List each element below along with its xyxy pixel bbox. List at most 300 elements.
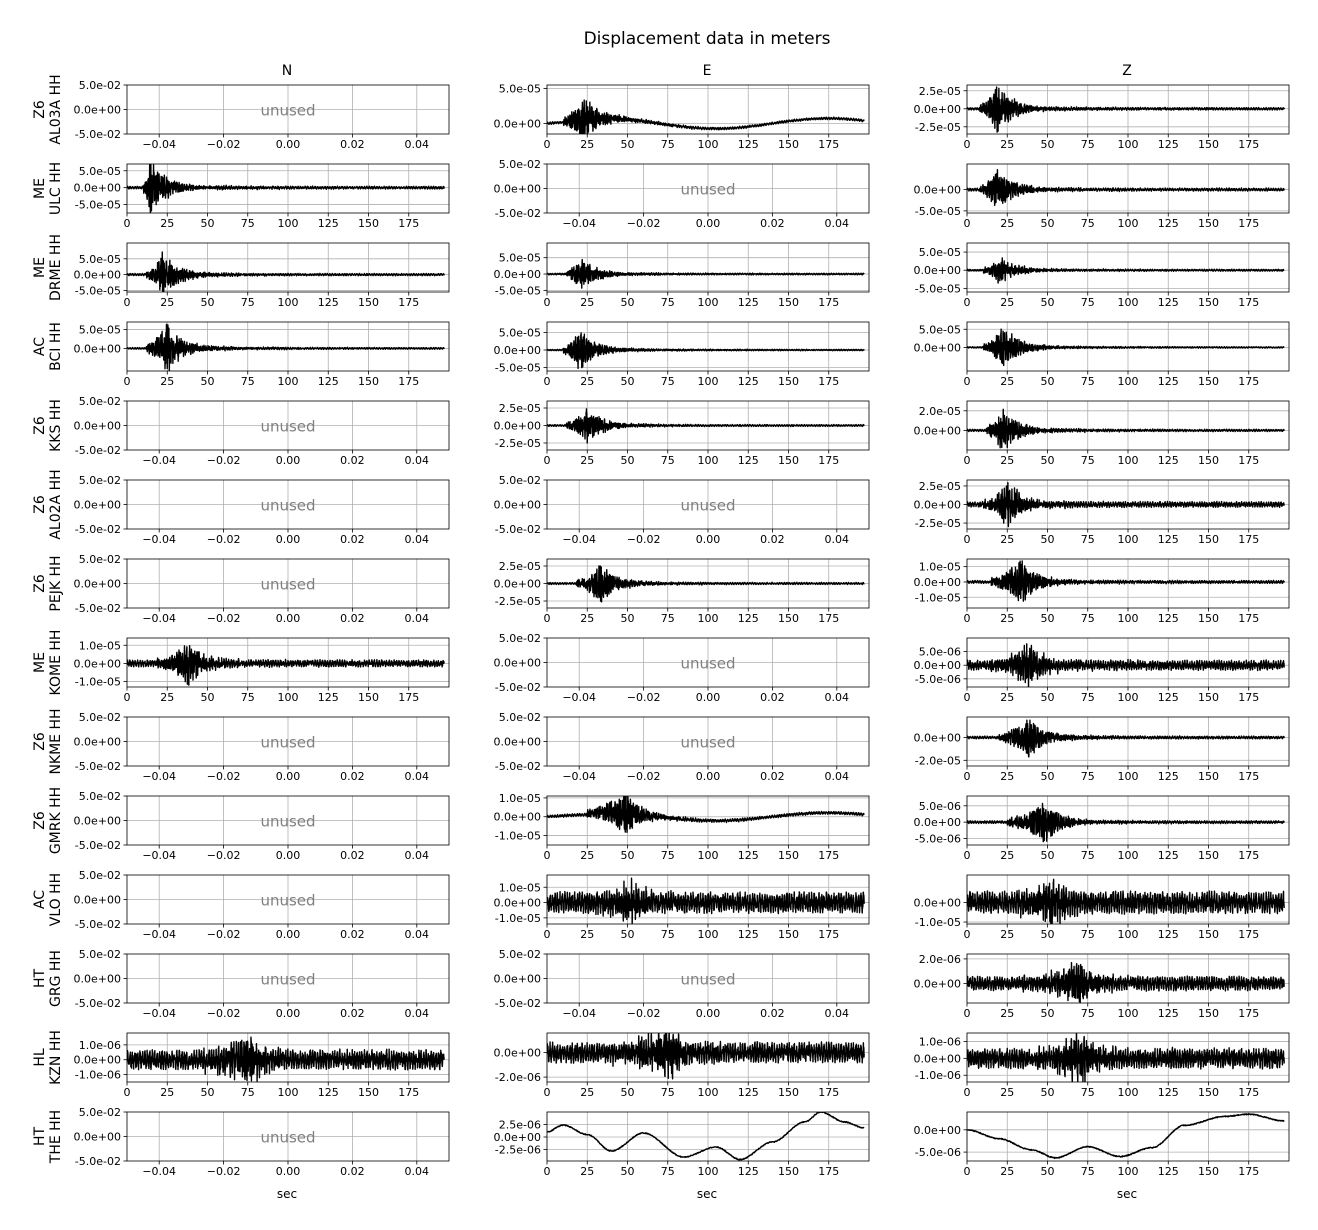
x-tick-label: 125 (1157, 296, 1179, 309)
x-tick-label: 0.04 (404, 138, 430, 151)
x-tick-label: 125 (1157, 138, 1179, 151)
x-tick-label: 125 (737, 138, 759, 151)
x-tick-label: −0.02 (626, 217, 661, 230)
station-network-label: Z6 (32, 732, 48, 751)
waveform-trace (967, 1114, 1284, 1159)
x-tick-label: 125 (1157, 849, 1179, 862)
y-tick-label: 0.0e+00 (73, 657, 121, 671)
x-tick-label: 125 (1157, 928, 1179, 941)
y-tick-label: 5.0e-05 (498, 326, 541, 340)
x-tick-label: 100 (1117, 1086, 1139, 1099)
y-tick-label: 2.0e-06 (918, 952, 961, 966)
y-tick-label: 0.0e+00 (493, 656, 541, 670)
y-tick-label: -2.5e-05 (914, 120, 961, 134)
trace-panel (914, 875, 1289, 941)
x-tick-label: 50 (620, 1086, 635, 1099)
x-tick-label: 0.04 (824, 691, 850, 704)
station-network-label: ME (32, 178, 48, 199)
y-tick-label: -5.0e-02 (74, 997, 121, 1010)
y-tick-label: 5.0e-02 (78, 948, 121, 961)
trace-panel (74, 1106, 449, 1178)
y-tick-label: 0.0e+00 (73, 972, 121, 986)
x-tick-label: 25 (1000, 138, 1015, 151)
station-network-label: ME (32, 652, 48, 673)
y-tick-label: 1.0e-05 (498, 791, 541, 805)
x-tick-label: 0.02 (340, 849, 365, 862)
x-tick-label: 0 (963, 138, 971, 151)
x-tick-label: 25 (160, 1086, 175, 1099)
y-tick-label: -5.0e-02 (494, 207, 541, 220)
trace-panel (74, 474, 449, 546)
y-tick-label: -1.0e-05 (914, 916, 961, 930)
x-tick-label: 125 (737, 1165, 759, 1178)
x-tick-label: 25 (1000, 691, 1015, 704)
x-tick-label: 175 (1238, 1165, 1260, 1178)
x-tick-label: 0 (963, 1165, 971, 1178)
x-tick-label: −0.02 (206, 928, 241, 941)
x-tick-label: 150 (778, 1165, 799, 1178)
x-tick-label: −0.04 (142, 612, 177, 625)
x-tick-label: 75 (240, 1086, 255, 1099)
x-tick-label: 150 (778, 849, 799, 862)
y-tick-label: 0.0e+00 (493, 117, 541, 131)
y-tick-label: 0.0e+00 (493, 577, 541, 591)
waveform-trace (967, 87, 1284, 132)
x-tick-label: 25 (580, 375, 595, 388)
x-tick-label: 0 (543, 612, 551, 625)
x-tick-label: 150 (358, 296, 379, 309)
waveform-trace (547, 1028, 864, 1079)
x-tick-label: 150 (1198, 138, 1219, 151)
y-tick-label: 0.0e+00 (493, 1131, 541, 1144)
y-tick-label: 0.0e+00 (73, 181, 121, 195)
x-tick-label: 0 (963, 296, 971, 309)
x-tick-label: 0.04 (824, 217, 850, 230)
x-tick-label: 175 (1238, 375, 1260, 388)
y-tick-label: 0.0e+00 (73, 498, 121, 512)
x-tick-label: 150 (358, 375, 379, 388)
y-tick-label: 1.0e-05 (918, 560, 961, 574)
station-label (32, 555, 64, 611)
x-tick-label: 0.02 (340, 770, 365, 783)
trace-panel (914, 717, 1289, 783)
x-tick-label: 0.04 (824, 533, 850, 546)
x-tick-label: 0 (963, 928, 971, 941)
x-tick-label: 50 (1040, 691, 1055, 704)
y-tick-label: 0.0e+00 (73, 814, 121, 828)
trace-panel (914, 559, 1289, 625)
trace-panel (74, 395, 449, 467)
x-tick-label: 25 (580, 296, 595, 309)
x-tick-label: 100 (697, 454, 719, 467)
x-tick-label: 25 (580, 1086, 595, 1099)
x-tick-label: 175 (1238, 849, 1260, 862)
x-tick-label: 25 (1000, 612, 1015, 625)
y-tick-label: 0.0e+00 (73, 342, 121, 356)
y-tick-label: -5.0e-02 (494, 523, 541, 536)
x-tick-label: 175 (1238, 1007, 1260, 1020)
x-tick-label: 25 (580, 138, 595, 151)
x-tick-label: −0.04 (142, 454, 177, 467)
y-tick-label: -1.0e-06 (74, 1068, 121, 1082)
trace-panel (914, 1031, 1289, 1099)
unused-label: unused (680, 180, 736, 199)
y-tick-label: -1.0e-05 (74, 675, 121, 689)
x-tick-label: 100 (697, 612, 719, 625)
station-code-label: GMRK HH (48, 786, 64, 855)
trace-panel (74, 790, 449, 862)
x-tick-label: 50 (620, 849, 635, 862)
station-code-label: GRG HH (48, 950, 64, 1007)
x-tick-label: 25 (1000, 1086, 1015, 1099)
x-tick-label: 75 (660, 138, 675, 151)
x-tick-label: 0.02 (340, 533, 365, 546)
panel-grid (32, 74, 1289, 1178)
station-network-label: HT (32, 1126, 48, 1147)
y-tick-label: 5.0e-02 (78, 79, 121, 92)
x-tick-label: 25 (160, 375, 175, 388)
x-tick-label: 0 (543, 375, 551, 388)
x-tick-label: 125 (737, 375, 759, 388)
x-tick-label: 50 (1040, 454, 1055, 467)
y-tick-label: -5.0e-05 (914, 204, 961, 218)
station-code-label: VLO HH (48, 872, 64, 927)
x-tick-label: 0.02 (340, 454, 365, 467)
y-tick-label: 5.0e-02 (498, 632, 541, 645)
x-tick-label: 100 (277, 217, 299, 230)
x-tick-label: 0.00 (695, 1007, 721, 1020)
x-tick-label: 175 (1238, 296, 1260, 309)
x-tick-label: 0.02 (760, 533, 785, 546)
unused-label: unused (260, 1128, 316, 1147)
y-tick-label: -5.0e-06 (914, 832, 961, 846)
x-tick-label: −0.04 (142, 1165, 177, 1178)
y-tick-label: -5.0e-05 (494, 361, 541, 375)
x-tick-label: 50 (1040, 1007, 1055, 1020)
y-tick-label: 0.0e+00 (73, 268, 121, 282)
unused-label: unused (260, 417, 316, 436)
x-tick-label: 175 (398, 217, 420, 230)
y-tick-label: 5.0e-02 (78, 869, 121, 882)
x-tick-label: −0.04 (142, 849, 177, 862)
trace-panel (494, 791, 869, 862)
x-tick-label: 100 (697, 849, 719, 862)
x-tick-label: 100 (1117, 691, 1139, 704)
x-tick-label: 75 (240, 296, 255, 309)
x-tick-label: 125 (1157, 1165, 1179, 1178)
unused-label: unused (680, 733, 736, 752)
unused-label: unused (260, 101, 316, 120)
x-tick-label: 50 (1040, 1165, 1055, 1178)
y-tick-label: 0.0e+00 (73, 893, 121, 907)
x-tick-label: 75 (660, 1165, 675, 1178)
y-tick-label: 5.0e-06 (918, 645, 961, 659)
x-tick-label: 0.04 (824, 1007, 850, 1020)
y-tick-label: 1.0e-05 (78, 639, 121, 653)
trace-panel (494, 83, 869, 152)
x-tick-label: 75 (1080, 533, 1095, 546)
x-tick-label: 100 (697, 928, 719, 941)
x-tick-label: 175 (1238, 454, 1260, 467)
trace-panel (914, 480, 1289, 546)
x-tick-label: −0.04 (562, 691, 597, 704)
x-tick-label: 0.02 (340, 612, 365, 625)
y-tick-label: 0.0e+00 (493, 810, 541, 824)
trace-panel (494, 559, 869, 625)
y-tick-label: -5.0e-02 (74, 602, 121, 615)
x-tick-label: 50 (1040, 612, 1055, 625)
x-tick-label: 25 (580, 849, 595, 862)
x-tick-label: 125 (737, 296, 759, 309)
x-tick-label: −0.02 (626, 770, 661, 783)
y-tick-label: 1.0e-06 (78, 1038, 121, 1052)
x-tick-label: 50 (620, 138, 635, 151)
x-tick-label: 125 (1157, 691, 1179, 704)
x-tick-label: 150 (358, 217, 379, 230)
y-tick-label: 0.0e+00 (493, 896, 541, 910)
x-tick-label: 0.04 (404, 770, 430, 783)
station-code-label: ULC HH (48, 161, 64, 216)
x-tick-label: 0.02 (760, 217, 785, 230)
station-network-label: HL (32, 1048, 48, 1067)
station-network-label: Z6 (32, 811, 48, 830)
trace-panel (74, 243, 449, 309)
x-tick-label: 100 (277, 375, 299, 388)
x-tick-label: 0 (123, 1086, 131, 1099)
x-tick-label: 25 (160, 691, 175, 704)
y-tick-label: 0.0e+00 (913, 659, 961, 673)
x-tick-label: 75 (660, 296, 675, 309)
x-tick-label: 0 (543, 138, 551, 151)
x-tick-label: 25 (1000, 1165, 1015, 1178)
trace-panel (914, 953, 1289, 1020)
x-tick-label: 150 (1198, 454, 1219, 467)
y-tick-label: -5.0e-05 (914, 282, 961, 296)
x-tick-label: 25 (1000, 454, 1015, 467)
x-tick-label: 0 (543, 928, 551, 941)
station-network-label: HT (32, 968, 48, 989)
waveform-trace (127, 646, 444, 685)
x-tick-label: 25 (580, 454, 595, 467)
x-tick-label: 125 (317, 691, 339, 704)
station-label (32, 630, 64, 696)
x-tick-label: 50 (620, 1165, 635, 1178)
y-tick-label: -5.0e-02 (494, 681, 541, 694)
x-tick-label: 125 (317, 1086, 339, 1099)
x-tick-label: 125 (1157, 1086, 1179, 1099)
y-tick-label: 0.0e+00 (913, 102, 961, 116)
x-tick-label: 175 (818, 849, 840, 862)
x-tick-label: 0.04 (404, 1007, 430, 1020)
y-tick-label: 5.0e-05 (78, 164, 121, 178)
x-tick-label: 25 (1000, 533, 1015, 546)
trace-panel (914, 401, 1289, 467)
x-tick-label: 125 (317, 217, 339, 230)
station-code-label: DRME HH (48, 234, 64, 301)
y-tick-label: -1.0e-05 (914, 591, 961, 605)
x-tick-label: 150 (1198, 1007, 1219, 1020)
y-tick-label: -5.0e-02 (74, 1155, 121, 1168)
unused-label: unused (260, 575, 316, 594)
unused-label: unused (260, 812, 316, 831)
x-tick-label: −0.02 (206, 612, 241, 625)
x-tick-label: 75 (1080, 296, 1095, 309)
waveform-trace (967, 720, 1284, 757)
y-tick-label: 0.0e+00 (73, 1053, 121, 1067)
x-tick-label: 75 (240, 691, 255, 704)
x-tick-label: 0.00 (275, 138, 301, 151)
x-tick-label: 125 (1157, 454, 1179, 467)
x-tick-label: 0 (123, 375, 131, 388)
x-tick-label: 50 (1040, 1086, 1055, 1099)
x-tick-label: 75 (660, 454, 675, 467)
y-tick-label: 5.0e-05 (918, 323, 961, 337)
x-tick-label: 75 (1080, 691, 1095, 704)
x-tick-label: 75 (1080, 1165, 1095, 1178)
y-tick-label: 0.0e+00 (913, 1123, 961, 1137)
x-tick-label: 125 (317, 296, 339, 309)
x-tick-label: 50 (200, 217, 215, 230)
y-tick-label: 0.0e+00 (493, 735, 541, 749)
x-tick-label: 175 (818, 1165, 840, 1178)
y-tick-label: 5.0e-02 (78, 790, 121, 803)
x-tick-label: 175 (818, 296, 840, 309)
x-tick-label: 175 (1238, 1086, 1260, 1099)
trace-panel (914, 164, 1289, 230)
x-tick-label: 100 (1117, 1007, 1139, 1020)
x-tick-label: −0.04 (562, 217, 597, 230)
trace-panel (74, 948, 449, 1020)
trace-panel (914, 796, 1289, 862)
waveform-trace (967, 644, 1284, 687)
trace-panel (494, 158, 869, 230)
x-tick-label: 100 (697, 1165, 719, 1178)
station-network-label: AC (32, 336, 48, 357)
waveform-trace (967, 803, 1284, 841)
y-tick-label: -2.0e-05 (914, 754, 961, 768)
x-tick-label: 125 (1157, 612, 1179, 625)
x-tick-label: −0.02 (626, 691, 661, 704)
x-tick-label: −0.02 (206, 454, 241, 467)
trace-panel (494, 711, 869, 783)
x-tick-label: 75 (240, 375, 255, 388)
x-tick-label: 0.04 (404, 849, 430, 862)
x-tick-label: 25 (1000, 217, 1015, 230)
x-tick-label: 175 (818, 138, 840, 151)
trace-panel (914, 243, 1289, 309)
x-tick-label: −0.02 (626, 533, 661, 546)
x-tick-label: 0.04 (404, 928, 430, 941)
x-tick-label: 0.02 (340, 928, 365, 941)
y-tick-label: 5.0e-05 (78, 252, 121, 266)
x-tick-label: 175 (1238, 138, 1260, 151)
x-tick-label: 50 (200, 691, 215, 704)
x-tick-label: 100 (1117, 138, 1139, 151)
x-tick-label: 25 (1000, 849, 1015, 862)
x-tick-label: 100 (1117, 849, 1139, 862)
y-tick-label: 0.0e+00 (913, 424, 961, 438)
x-tick-label: 0.00 (275, 1007, 301, 1020)
y-tick-label: 1.0e-05 (498, 881, 541, 895)
station-network-label: ME (32, 257, 48, 278)
x-tick-label: 100 (1117, 454, 1139, 467)
x-tick-label: 175 (1238, 691, 1260, 704)
x-tick-label: 75 (660, 928, 675, 941)
unused-label: unused (260, 496, 316, 515)
y-tick-label: 0.0e+00 (913, 183, 961, 197)
x-tick-label: 0.00 (275, 612, 301, 625)
y-tick-label: -5.0e-06 (914, 1146, 961, 1160)
x-tick-label: 100 (697, 138, 719, 151)
x-tick-label: 75 (1080, 375, 1095, 388)
x-tick-label: 50 (1040, 375, 1055, 388)
y-tick-label: -5.0e-05 (74, 198, 121, 212)
y-tick-label: 5.0e-02 (78, 474, 121, 487)
unused-label: unused (260, 970, 316, 989)
x-tick-label: 100 (1117, 375, 1139, 388)
station-label (32, 950, 64, 1007)
x-tick-label: 25 (1000, 375, 1015, 388)
station-code-label: KKS HH (48, 399, 64, 452)
y-tick-label: 0.0e+00 (73, 103, 121, 117)
y-tick-label: 5.0e-02 (498, 158, 541, 171)
y-tick-label: 0.0e+00 (73, 419, 121, 433)
trace-panel (74, 322, 449, 388)
x-tick-label: 175 (818, 928, 840, 941)
x-tick-label: 150 (778, 1086, 799, 1099)
x-tick-label: −0.02 (206, 1007, 241, 1020)
y-tick-label: -5.0e-05 (494, 284, 541, 298)
x-tick-label: 25 (580, 612, 595, 625)
x-tick-label: 175 (1238, 612, 1260, 625)
x-tick-label: 150 (1198, 928, 1219, 941)
x-tick-label: 75 (240, 217, 255, 230)
x-tick-label: −0.04 (142, 533, 177, 546)
x-tick-label: 75 (660, 849, 675, 862)
x-tick-label: 0.00 (275, 928, 301, 941)
trace-panel (494, 474, 869, 546)
station-label (32, 1110, 64, 1164)
trace-panel (74, 638, 449, 704)
y-tick-label: 0.0e+00 (913, 977, 961, 991)
x-tick-label: 50 (1040, 533, 1055, 546)
y-tick-label: 0.0e+00 (913, 264, 961, 278)
y-tick-label: 0.0e+00 (493, 182, 541, 196)
x-tick-label: 25 (160, 296, 175, 309)
trace-panel (74, 553, 449, 625)
y-tick-label: 5.0e-05 (78, 323, 121, 337)
x-tick-label: 50 (200, 1086, 215, 1099)
x-tick-label: 75 (660, 1086, 675, 1099)
x-tick-label: 150 (778, 138, 799, 151)
x-tick-label: −0.04 (142, 928, 177, 941)
x-tick-label: 175 (398, 375, 420, 388)
x-tick-label: 0 (123, 217, 131, 230)
x-tick-label: 150 (358, 691, 379, 704)
x-tick-label: 0.04 (824, 770, 850, 783)
station-code-label: PEJK HH (48, 555, 64, 612)
y-tick-label: -2.5e-06 (494, 1143, 541, 1157)
station-label (32, 322, 64, 371)
y-tick-label: 5.0e-02 (78, 1106, 121, 1119)
x-tick-label: 100 (1117, 1165, 1139, 1178)
station-label (32, 708, 64, 774)
x-tick-label: −0.04 (142, 1007, 177, 1020)
x-tick-label: 50 (620, 296, 635, 309)
y-tick-label: -2.0e-06 (494, 1071, 541, 1085)
y-tick-label: 0.0e+00 (493, 498, 541, 512)
x-tick-label: 0 (963, 1086, 971, 1099)
